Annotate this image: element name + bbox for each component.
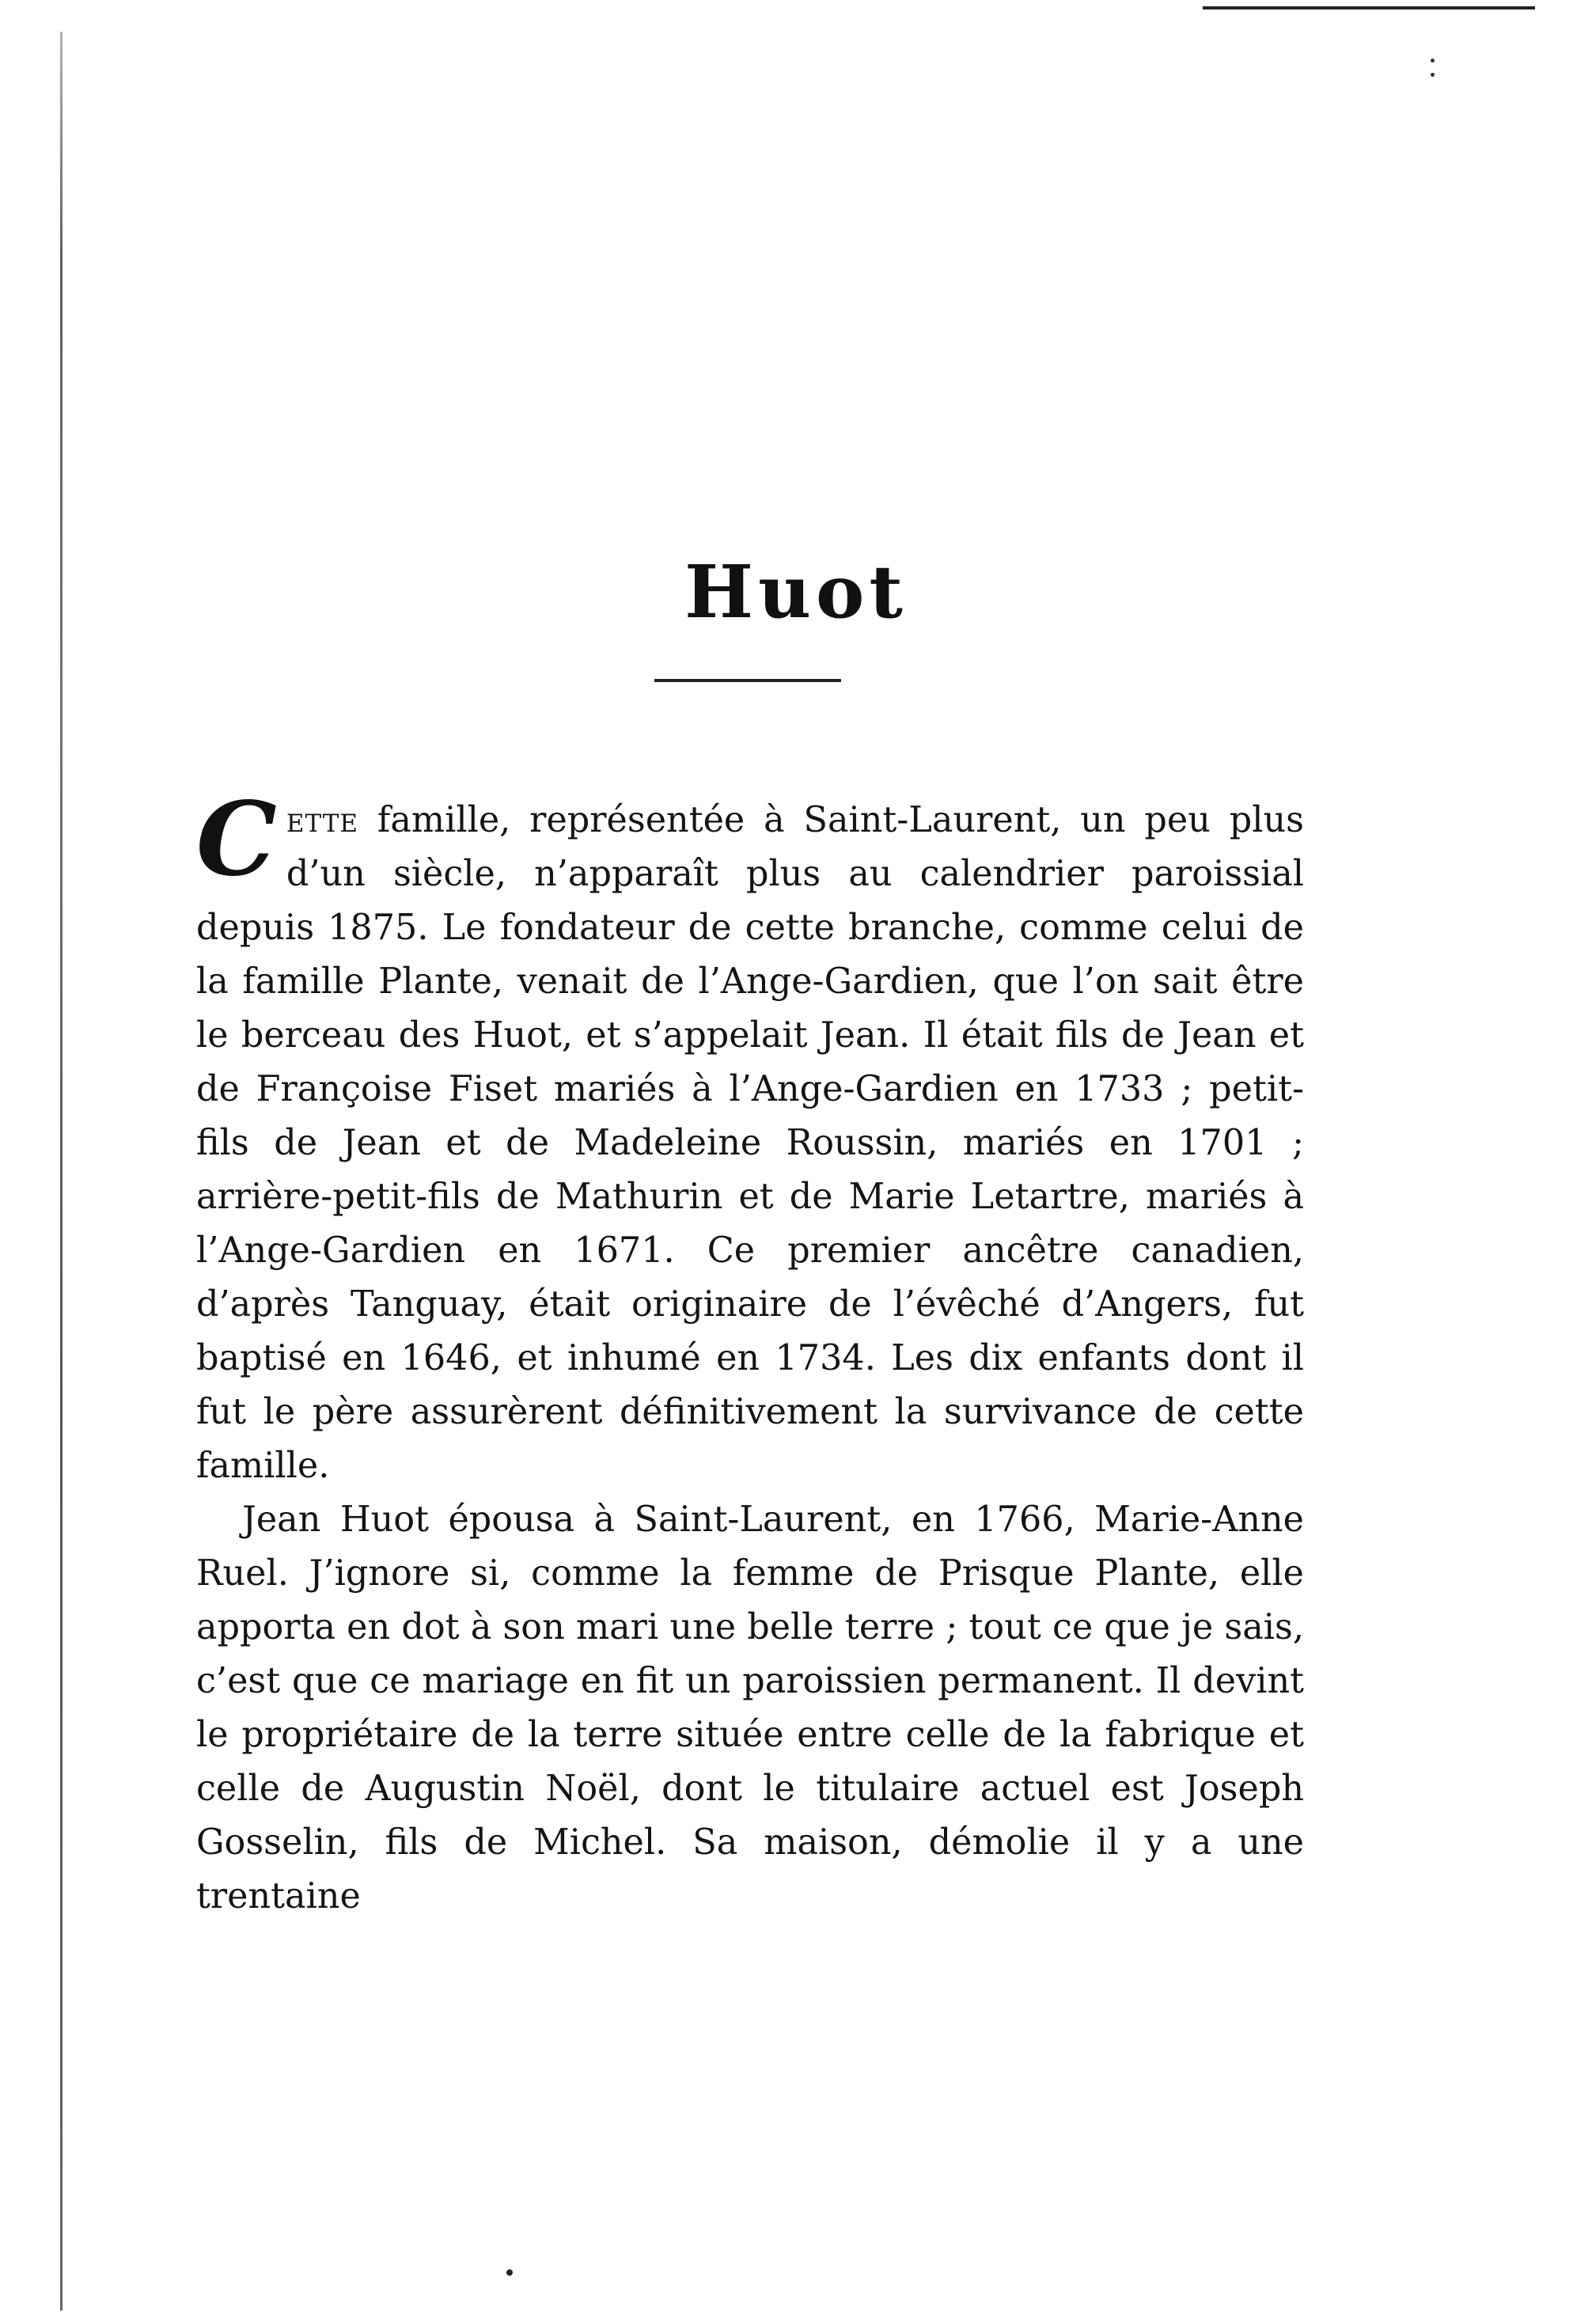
title-separator-rule — [654, 679, 841, 682]
page-bottom-mark — [506, 2269, 513, 2276]
paragraph-2: Jean Huot épousa à Saint-Laurent, en 1766, Marie-Anne Ruel. J’ignore si, comme la femme de Prisque Plante, elle apporta en dot à son mari une belle terre ; tout ce que je sais, c’est que ce mariage en fit un paroissien permanent. Il devint le propriétaire de la terre située entre celle de la fabrique et celle de Augustin Noël, dont le titulaire actuel est Joseph Gosselin, fils de Michel. Sa maison, démolie il y a une trentaine — [196, 1499, 1304, 1916]
scan-speck — [1431, 59, 1435, 63]
body-text — [196, 780, 1304, 1924]
scan-gutter-line — [60, 32, 63, 2311]
paragraph-1 — [196, 780, 1304, 1493]
page-title: Huot — [684, 548, 908, 635]
scan-speck — [1431, 73, 1435, 77]
drop-cap: C — [196, 780, 277, 899]
scan-top-rule — [1203, 6, 1535, 9]
paragraph-1-text: famille, représentée à Saint-Laurent, un peu plus d’un siècle, n’apparaît plus au calendrier paroissial depuis 1875. Le fondateur de cette branche, comme celui de la famille Plante, venait de l’Ange-Gardien, que l’on sait être le berceau des Huot, et s’appelait Jean. Il était fils de Jean et de Françoise Fiset mariés à l’Ange-Gardien en 1733 ; petit-fils de Jean et de Madeleine Roussin, mariés en 1701 ; arrière-petit-fils de Mathurin et de Marie Letartre, mariés à l’Ange-Gardien en 1671. Ce premier ancêtre canadien, d’après Tanguay, était originaire de l’évêché d’Angers, fut baptisé en 1646, et inhumé en 1734. Les dix enfants dont il fut le père assurèrent définitivement la survivance de cette famille. — [196, 800, 1304, 1486]
lead-word-rest: ette — [286, 800, 359, 840]
